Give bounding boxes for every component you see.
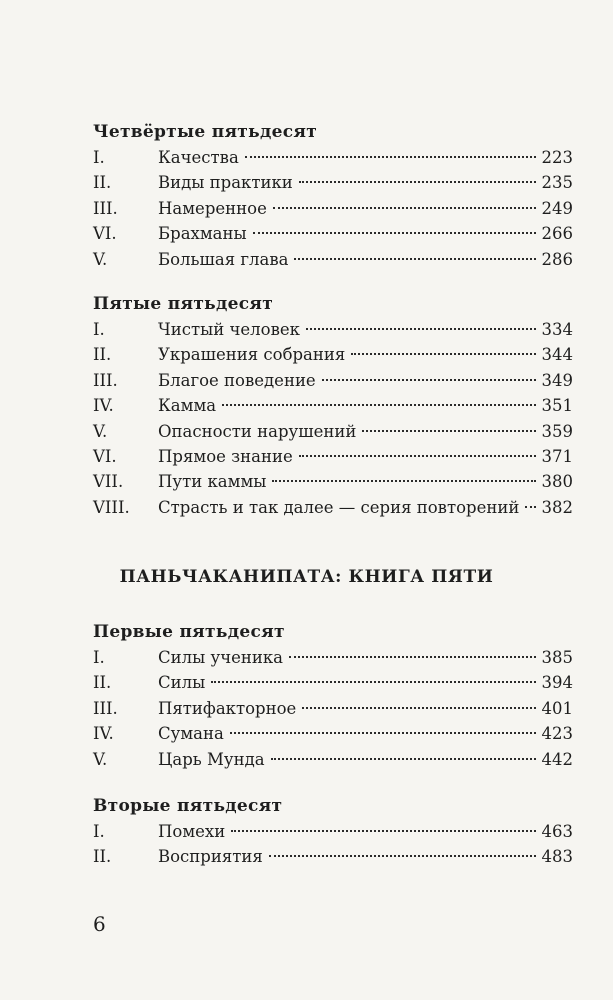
chapter-title: Пятифакторное (158, 698, 297, 718)
dot-leader (222, 403, 535, 406)
chapter-number: I. (93, 648, 105, 667)
chapter-title: Силы ученика (158, 648, 284, 667)
chapter-number: VI. (93, 224, 117, 244)
chapter-title: Украшения собрания (158, 345, 346, 365)
dot-leader (230, 731, 536, 734)
chapter-title: Намеренное (158, 198, 267, 218)
chapter-number: III. (93, 698, 118, 718)
chapter-number: I. (93, 320, 105, 339)
toc-entry (93, 419, 573, 444)
page-number: 423 (541, 724, 573, 744)
chapter-title: Сумана (158, 724, 224, 744)
chapter-number: I. (93, 148, 105, 167)
section-title: Четвёртые пятьдесят (93, 122, 318, 142)
chapter-title: Прямое знание (158, 446, 293, 466)
toc-entry (93, 170, 573, 195)
page-number: 442 (541, 749, 573, 769)
dot-leader (322, 378, 536, 381)
chapter-title: Помехи (158, 822, 226, 841)
toc-entry (93, 696, 573, 721)
chapter-number: III. (93, 198, 118, 218)
chapter-number: VIII. (93, 497, 130, 517)
chapter-number: I. (93, 822, 105, 841)
chapter-title: Царь Мунда (158, 749, 265, 769)
toc-entry (93, 317, 573, 342)
dot-leader (362, 429, 535, 432)
chapter-number: II. (93, 847, 112, 867)
chapter-title: Качества (158, 148, 239, 167)
toc-entry (93, 747, 573, 772)
toc-entry (93, 247, 573, 272)
chapter-number: VII. (93, 472, 124, 492)
toc-entry (93, 368, 573, 393)
toc-entry (93, 495, 573, 520)
page-number: 334 (541, 320, 573, 339)
page-number: 401 (541, 698, 573, 718)
dot-leader (272, 479, 535, 482)
dot-leader (299, 180, 536, 183)
toc-entry (93, 469, 573, 494)
chapter-number: VI. (93, 446, 117, 466)
page-number: 359 (541, 421, 573, 441)
toc-entry (93, 645, 573, 670)
toc-section (93, 619, 573, 772)
page-number: 235 (541, 173, 573, 193)
chapter-title: Виды практики (158, 173, 293, 193)
dot-leader (273, 206, 536, 209)
chapter-number: IV. (93, 724, 114, 744)
chapter-title: Страсть и так далее — серия повторений (158, 497, 520, 517)
dot-leader (299, 454, 536, 457)
chapter-title: Пути каммы (158, 472, 267, 492)
toc-entry (93, 721, 573, 746)
page-number: 371 (541, 446, 573, 466)
dot-leader (294, 257, 535, 260)
chapter-title: Брахманы (158, 224, 247, 244)
section-title: Пятые пятьдесят (93, 294, 274, 314)
dot-leader (269, 854, 536, 857)
chapter-number: II. (93, 173, 112, 193)
chapter-number: II. (93, 345, 112, 365)
dot-leader (253, 231, 536, 234)
chapter-title: Чистый человек (158, 320, 300, 339)
dot-leader (306, 327, 536, 330)
toc-entry (93, 342, 573, 367)
dot-leader (211, 680, 535, 683)
page-number: 351 (541, 396, 573, 416)
chapter-title: Опасности нарушений (158, 421, 357, 441)
page-number: 380 (541, 472, 573, 492)
chapter-number: V. (93, 249, 108, 269)
toc-entry (93, 844, 573, 869)
toc-section (93, 291, 573, 520)
page-number: 344 (541, 345, 573, 365)
chapter-number: III. (93, 370, 118, 390)
chapter-title: Восприятия (158, 847, 263, 867)
chapter-number: V. (93, 421, 108, 441)
book-title: ПАНЬЧАКАНИПАТА: КНИГА ПЯТИ (119, 567, 494, 587)
page-number: 385 (541, 648, 573, 667)
dot-leader (245, 155, 536, 158)
toc-entry (93, 670, 573, 695)
page-number: 349 (541, 370, 573, 390)
section-title: Вторые пятьдесят (93, 796, 283, 816)
dot-leader (302, 706, 535, 709)
toc-entry (93, 393, 573, 418)
chapter-number: IV. (93, 396, 114, 416)
page-number: 483 (541, 847, 573, 867)
chapter-title: Большая глава (158, 249, 289, 269)
chapter-number: II. (93, 673, 112, 693)
toc-section (93, 793, 573, 870)
dot-leader (271, 757, 536, 760)
chapter-number: V. (93, 749, 108, 769)
toc-entry (93, 196, 573, 221)
section-title: Первые пятьдесят (93, 622, 285, 642)
page-number: 394 (541, 673, 573, 693)
dot-leader (351, 352, 535, 355)
page-number: 223 (541, 148, 573, 167)
toc-entry (93, 145, 573, 170)
chapter-title: Благое поведение (158, 370, 316, 390)
dot-leader (289, 655, 535, 658)
page-number: 266 (541, 224, 573, 244)
toc-section (93, 119, 573, 272)
toc-entry (93, 819, 573, 844)
page-number: 286 (541, 249, 573, 269)
page-number: 249 (541, 198, 573, 218)
chapter-title: Силы (158, 673, 206, 693)
dot-leader (231, 829, 535, 832)
toc-entry (93, 221, 573, 246)
page-number: 382 (541, 497, 573, 517)
page-number: 463 (541, 822, 573, 841)
toc-entry (93, 444, 573, 469)
dot-leader (525, 505, 535, 508)
page-folio: 6 (93, 912, 106, 936)
chapter-title: Камма (158, 396, 217, 416)
